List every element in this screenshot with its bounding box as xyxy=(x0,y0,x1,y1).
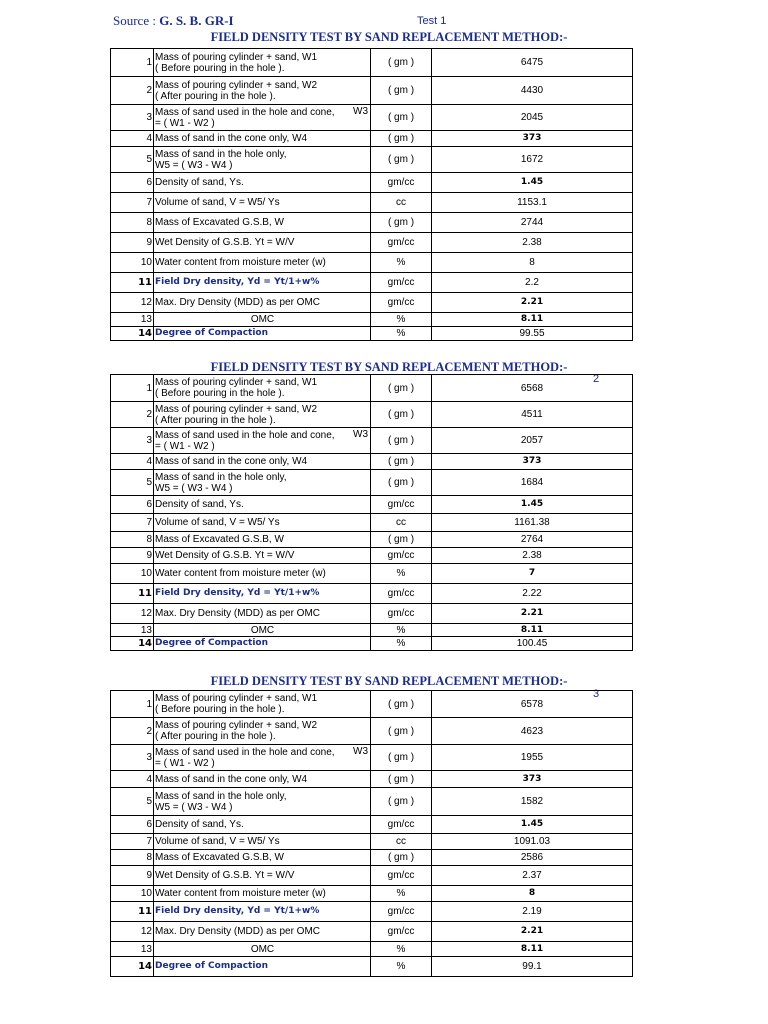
table-row: 2 Mass of pouring cylinder + sand, W2 ( After pouring in the hole ). ( gm ) 4511 xyxy=(111,402,633,428)
table-row: 12 Max. Dry Density (MDD) as per OMC gm/cc 2.21 xyxy=(111,604,633,624)
table-row: 8 Mass of Excavated G.S.B, W ( gm ) 2764 xyxy=(111,532,633,548)
table-row: 1 Mass of pouring cylinder + sand, W1 ( Before pouring in the hole ). ( gm ) 6578 xyxy=(111,691,633,718)
test-1-title: FIELD DENSITY TEST BY SAND REPLACEMENT METHOD:- xyxy=(210,30,568,44)
test-3-title: FIELD DENSITY TEST BY SAND REPLACEMENT METHOD:- xyxy=(210,674,568,688)
table-row: 5 Mass of sand in the hole only, W5 = ( W3 - W4 ) ( gm ) 1672 xyxy=(111,147,633,173)
test-1-table xyxy=(110,48,633,341)
table-row: 4 Mass of sand in the cone only, W4 ( gm ) 373 xyxy=(111,131,633,147)
source-value: G. S. B. GR-I xyxy=(159,13,234,28)
table-row: 2 Mass of pouring cylinder + sand, W2 ( After pouring in the hole ). ( gm ) 4623 xyxy=(111,718,633,745)
table-row: 9 Wet Density of G.S.B. Yt = W/V gm/cc 2.38 xyxy=(111,548,633,564)
table-row: 12 Max. Dry Density (MDD) as per OMC gm/cc 2.21 xyxy=(111,293,633,313)
table-row: 11 Field Dry density, Yd = Yt/1+w% gm/cc 2.2 xyxy=(111,273,633,293)
table-row: 13 OMC % 8.11 xyxy=(111,624,633,637)
table-row: 7 Volume of sand, V = W5/ Ys cc 1091.03 xyxy=(111,834,633,850)
table-row: 13 OMC % 8.11 xyxy=(111,313,633,327)
table-row: 14 Degree of Compaction % 100.45 xyxy=(111,637,633,651)
table-row: 8 Mass of Excavated G.S.B, W ( gm ) 2744 xyxy=(111,213,633,233)
table-row: 2 Mass of pouring cylinder + sand, W2 ( After pouring in the hole ). ( gm ) 4430 xyxy=(111,77,633,105)
source-prefix: Source : xyxy=(113,13,160,28)
table-row: 6 Density of sand, Ys. gm/cc 1.45 xyxy=(111,816,633,834)
table-row: 6 Density of sand, Ys. gm/cc 1.45 xyxy=(111,496,633,514)
source-line xyxy=(113,13,234,29)
table-row: 4 Mass of sand in the cone only, W4 ( gm ) 373 xyxy=(111,454,633,470)
table-row: 6 Density of sand, Ys. gm/cc 1.45 xyxy=(111,173,633,193)
table-row: 7 Volume of sand, V = W5/ Ys cc 1161.38 xyxy=(111,514,633,532)
test-label: Test 1 xyxy=(417,15,447,27)
test-2-number: 2 xyxy=(593,373,600,385)
table-row: 3 Mass of sand used in the hole and cone, W3 = ( W1 - W2 ) ( gm ) 1955 xyxy=(111,745,633,771)
table-row: 3 Mass of sand used in the hole and cone, W3 = ( W1 - W2 ) ( gm ) 2057 xyxy=(111,428,633,454)
table-row: 7 Volume of sand, V = W5/ Ys cc 1153.1 xyxy=(111,193,633,213)
table-row: 4 Mass of sand in the cone only, W4 ( gm ) 373 xyxy=(111,771,633,788)
table-row: 9 Wet Density of G.S.B. Yt = W/V gm/cc 2.38 xyxy=(111,233,633,253)
table-row: 3 Mass of sand used in the hole and cone, W3 = ( W1 - W2 ) ( gm ) 2045 xyxy=(111,105,633,131)
table-row: 5 Mass of sand in the hole only, W5 = ( W3 - W4 ) ( gm ) 1684 xyxy=(111,470,633,496)
table-row: 11 Field Dry density, Yd = Yt/1+w% gm/cc 2.22 xyxy=(111,584,633,604)
table-row: 12 Max. Dry Density (MDD) as per OMC gm/cc 2.21 xyxy=(111,922,633,942)
test-3-number: 3 xyxy=(593,688,600,700)
table-row: 13 OMC % 8.11 xyxy=(111,942,633,957)
table-row: 9 Wet Density of G.S.B. Yt = W/V gm/cc 2.37 xyxy=(111,866,633,886)
table-row: 10 Water content from moisture meter (w) % 7 xyxy=(111,564,633,584)
table-row: 1 Mass of pouring cylinder + sand, W1 ( Before pouring in the hole ). ( gm ) 6475 xyxy=(111,49,633,77)
test-2-title: FIELD DENSITY TEST BY SAND REPLACEMENT METHOD:- xyxy=(210,360,568,374)
table-row: 14 Degree of Compaction % 99.55 xyxy=(111,327,633,341)
table-row: 10 Water content from moisture meter (w) % 8 xyxy=(111,886,633,902)
table-row: 1 Mass of pouring cylinder + sand, W1 ( Before pouring in the hole ). ( gm ) 6568 xyxy=(111,375,633,402)
test-2-table xyxy=(110,374,633,651)
table-row: 14 Degree of Compaction % 99.1 xyxy=(111,957,633,977)
table-row: 5 Mass of sand in the hole only, W5 = ( W3 - W4 ) ( gm ) 1582 xyxy=(111,788,633,816)
test-3-table xyxy=(110,690,633,977)
table-row: 10 Water content from moisture meter (w) % 8 xyxy=(111,253,633,273)
table-row: 11 Field Dry density, Yd = Yt/1+w% gm/cc 2.19 xyxy=(111,902,633,922)
table-row: 8 Mass of Excavated G.S.B, W ( gm ) 2586 xyxy=(111,850,633,866)
